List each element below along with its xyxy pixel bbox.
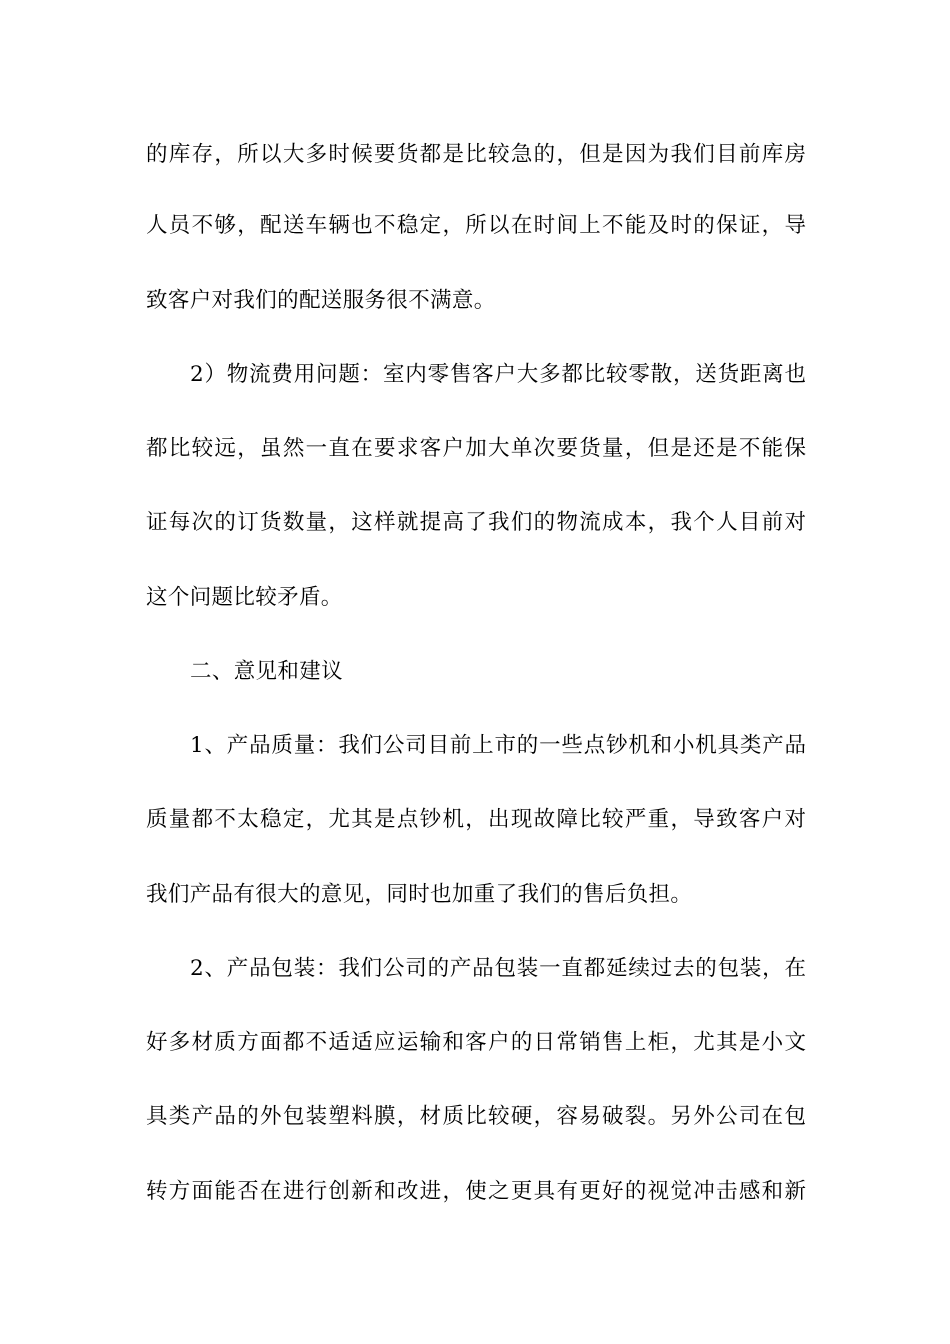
text-line: 这个问题比较矛盾。 bbox=[146, 585, 343, 610]
text-line: 质量都不太稳定，尤其是点钞机，出现故障比较严重，导致客户对 bbox=[146, 807, 806, 832]
text-line: 人员不够，配送车辆也不稳定，所以在时间上不能及时的保证，导 bbox=[146, 213, 806, 238]
text-line: 我们产品有很大的意见，同时也加重了我们的售后负担。 bbox=[146, 882, 693, 907]
text-line: 具类产品的外包装塑料膜，材质比较硬，容易破裂。另外公司在包 bbox=[146, 1104, 806, 1129]
text-line: 转方面能否在进行创新和改进，使之更具有更好的视觉冲击感和新 bbox=[146, 1179, 806, 1204]
text-line: 致客户对我们的配送服务很不满意。 bbox=[146, 288, 496, 313]
text-line: 都比较远，虽然一直在要求客户加大单次要货量，但是还是不能保 bbox=[146, 436, 806, 461]
text-line: 2）物流费用问题：室内零售客户大多都比较零散，送货距离也 bbox=[190, 362, 806, 387]
text-line: 的库存，所以大多时候要货都是比较急的，但是因为我们目前库房 bbox=[146, 142, 806, 167]
text-line: 1、产品质量：我们公司目前上市的一些点钞机和小机具类产品 bbox=[190, 733, 806, 758]
text-line: 证每次的订货数量，这样就提高了我们的物流成本，我个人目前对 bbox=[146, 510, 806, 535]
text-line: 好多材质方面都不适适应运输和客户的日常销售上柜，尤其是小文 bbox=[146, 1030, 806, 1055]
text-line: 2、产品包装：我们公司的产品包装一直都延续过去的包装，在 bbox=[190, 956, 806, 981]
section-heading: 二、意见和建议 bbox=[190, 659, 343, 684]
